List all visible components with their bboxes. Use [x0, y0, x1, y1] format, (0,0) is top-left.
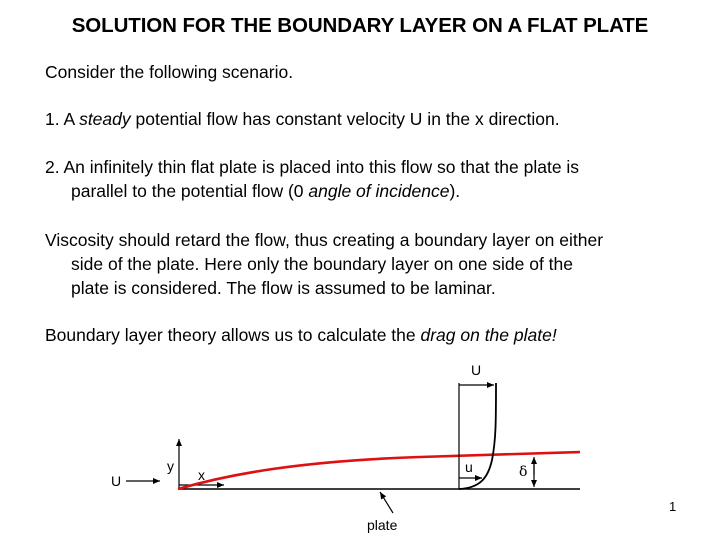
label-plate: plate	[367, 517, 398, 533]
item1-emphasis: steady	[79, 109, 131, 129]
label-x-axis: x	[198, 467, 205, 483]
label-freestream-top: U	[471, 362, 482, 378]
item2-line2-prefix: parallel to the potential flow (0	[71, 181, 309, 201]
label-y-axis: y	[167, 458, 174, 474]
conclusion-prefix: Boundary layer theory allows us to calculate the	[45, 325, 421, 345]
item2-line2-emphasis: angle of incidence	[308, 181, 450, 201]
label-freestream-left: U	[111, 473, 122, 489]
page-number: 1	[669, 499, 677, 514]
viscosity-line1: Viscosity should retard the flow, thus creating a boundary layer on either	[45, 230, 604, 250]
label-local-velocity: u	[465, 459, 473, 475]
viscosity-line3: plate is considered. The flow is assumed to be laminar.	[71, 278, 496, 298]
item2-line1: 2. An infinitely thin flat plate is placed into this flow so that the plate is	[45, 157, 580, 177]
item1-prefix: 1. A	[45, 109, 80, 129]
plate-pointer-arrow	[380, 492, 393, 513]
label-thickness-delta: δ	[519, 464, 528, 480]
intro-text: Consider the following scenario.	[45, 62, 294, 82]
viscosity-line2: side of the plate. Here only the boundary layer on one side of the	[71, 254, 573, 274]
item1-rest: potential flow has constant velocity U in the x direction.	[130, 109, 560, 129]
slide-title: SOLUTION FOR THE BOUNDARY LAYER ON A FLAT PLATE	[71, 14, 649, 37]
conclusion-emphasis: drag on the plate!	[420, 325, 557, 345]
item2-line2-suffix: ).	[449, 181, 461, 201]
